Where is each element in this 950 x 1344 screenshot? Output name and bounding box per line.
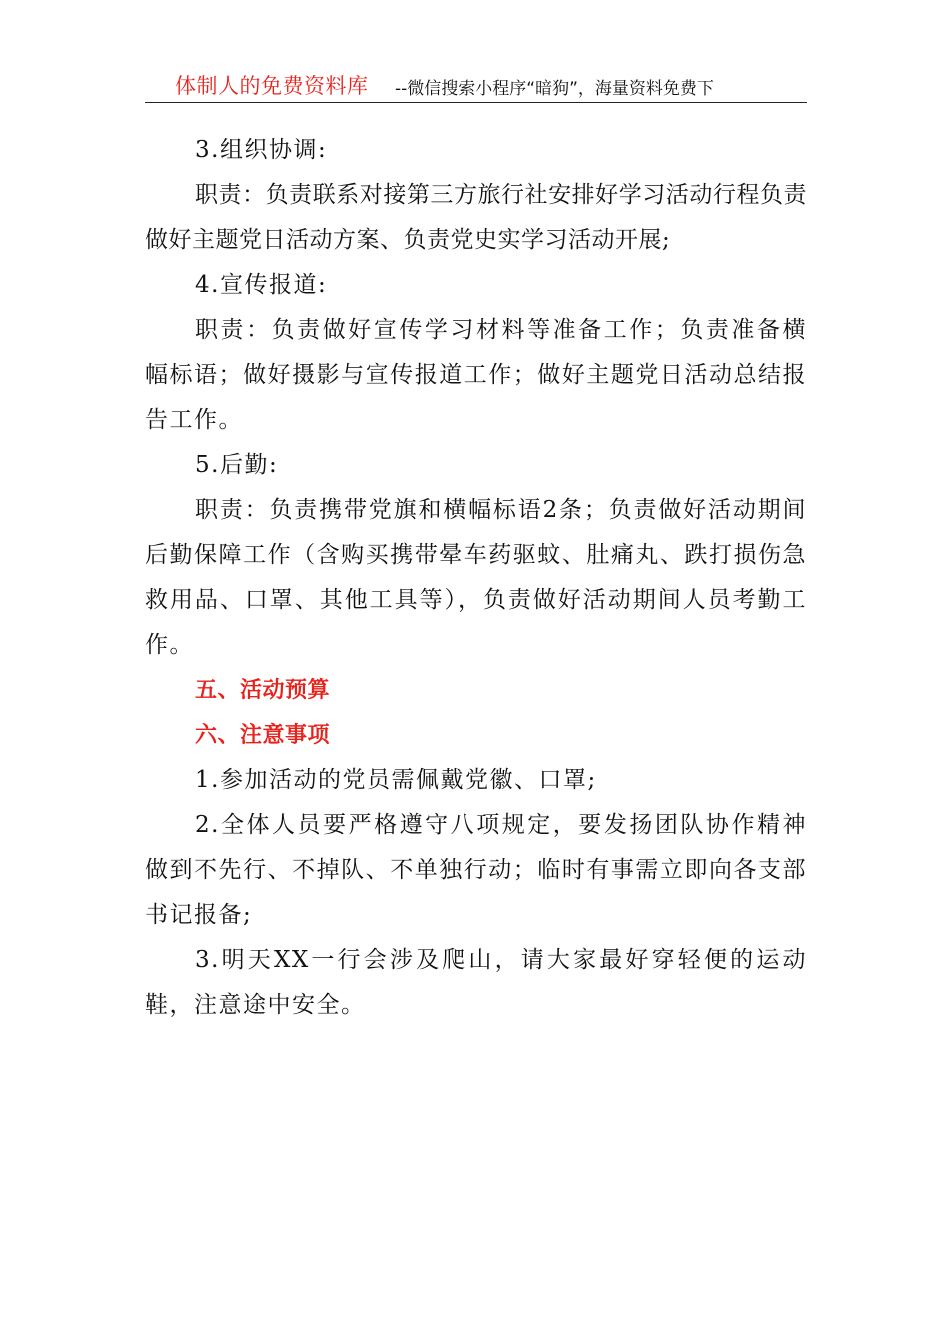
item-4-duties: 职责：负责做好宣传学习材料等准备工作；负责准备横幅标语；做好摄影与宣传报道工作；做好主题党日活动总结报告工作。 xyxy=(145,317,807,433)
header-slogan: --微信搜索小程序“暗狗”，海量资料免费下 xyxy=(395,79,714,99)
item-3-title: 3.组织协调: xyxy=(195,137,328,163)
note-3: 3.明天XX一行会涉及爬山，请大家最好穿轻便的运动鞋，注意途中安全。 xyxy=(145,947,807,1018)
section-notes-heading: 六、注意事项 xyxy=(195,723,331,748)
note-2: 2.全体人员要严格遵守八项规定，要发扬团队协作精神做到不先行、不掉队、不单独行动；临时有事需立即向各支部书记报备; xyxy=(145,812,807,928)
item-4-title: 4.宣传报道: xyxy=(195,272,328,298)
section-budget-heading: 五、活动预算 xyxy=(195,678,331,703)
note-1: 1.参加活动的党员需佩戴党徽、口罩; xyxy=(195,767,597,793)
item-5-title: 5.后勤: xyxy=(195,452,279,478)
item-3-duties: 职责：负责联系对接第三方旅行社安排好学习活动行程负责做好主题党日活动方案、负责党史实学习活动开展; xyxy=(145,182,807,253)
page-header xyxy=(145,66,807,103)
document-body xyxy=(145,128,807,1028)
header-brand: 体制人的免费资料库 xyxy=(175,74,369,98)
item-5-duties: 职责：负责携带党旗和横幅标语2条；负责做好活动期间后勤保障工作（含购买携带晕车药驱蚊、肚痛丸、跌打损伤急救用品、口罩、其他工具等），负责做好活动期间人员考勤工作。 xyxy=(145,497,807,658)
